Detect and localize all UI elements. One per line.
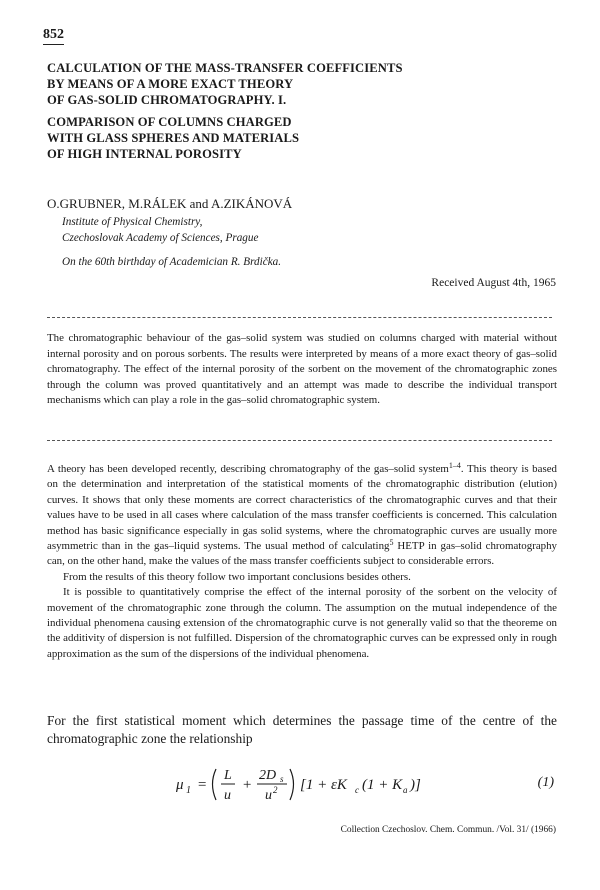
eq-L: L <box>224 768 232 783</box>
subtitle-line-3: OF HIGH INTERNAL POROSITY <box>47 147 242 161</box>
received-date: Received August 4th, 1965 <box>431 277 556 289</box>
subtitle-line-1: COMPARISON OF COLUMNS CHARGED <box>47 115 292 129</box>
affiliation-academy: Czechoslovak Academy of Sciences, Prague <box>62 232 259 244</box>
paragraph-4: For the first statistical moment which determines the passage time of the centre of the chromatographic zone the relationship <box>47 713 557 746</box>
eq-left-paren <box>213 769 217 800</box>
paragraph-3: It is possible to quantitatively comprise the effect of the internal porosity of the sorbent on the velocity of movement of the chromatographic zone through the column. The assumption on the mutual independence of the individual phenomena causing extension of the chromatographic curve is not generally valid so that the theoreme on the additivity of dispersion is not fulfilled. Dispersion of the chromatographic curves can be expressed only in rough approximation as the sum of the dispersions of the individual phenomena. <box>47 586 557 660</box>
authors: O.GRUBNER, M.RÁLEK and A.ZIKÁNOVÁ <box>47 196 293 211</box>
eq-u2: u <box>265 788 272 803</box>
eq-2D: 2D <box>259 768 277 783</box>
dedication: On the 60th birthday of Academician R. Brdička. <box>62 256 282 268</box>
journal-footer: Collection Czechoslov. Chem. Commun. /Vol. 31/ (1966) <box>340 825 556 835</box>
eq-plus: + <box>242 777 253 793</box>
reference-1-4: 1–4 <box>448 461 461 470</box>
eq-u: u <box>224 788 231 803</box>
eq-D-sub: s <box>280 774 284 784</box>
abstract-top-rule <box>47 317 552 318</box>
eq-bracket-mid: (1 + K <box>362 777 403 793</box>
eq-equals: = <box>197 777 208 793</box>
affiliation-institute: Institute of Physical Chemistry, <box>62 216 203 228</box>
title-line-3: OF GAS-SOLID CHROMATOGRAPHY. I. <box>47 93 287 107</box>
page-number: 852 <box>43 27 64 45</box>
eq-u2-sup: 2 <box>273 785 278 795</box>
subtitle-line-2: WITH GLASS SPHERES AND MATERIALS <box>47 131 300 145</box>
equation-number: (1) <box>537 775 554 790</box>
paragraph-1: A theory has been developed recently, describing chromatography of the gas–solid system$^{1-4}$. This theory is based on the determination and interpretation of the statistical moments of the chromatographic distribution (elution) curves. It shows that only these moments are correct characteristics of the chromatographic curves and that their values have to be used in all cases where calculation of the mass transfer coefficients is concerned. This calculation method has basic significance especially in gas solid systems, where the chromatographic curves are usually more asymmetric than in the gas–liquid systems. The usual method of calculating$^5$ HETP in gas–solid chromatography can, on the other hand, make the values of the mass transfer coefficients subject to considerable errors. <box>47 461 557 568</box>
eq-bracket-end: )] <box>410 777 421 793</box>
reference-5: 5 <box>389 538 394 548</box>
eq-mu-sub: 1 <box>186 785 191 796</box>
paragraph-2: From the results of this theory follow two important conclusions besides others. <box>63 570 411 583</box>
equation-1 <box>0 757 600 807</box>
title-line-2: BY MEANS OF A MORE EXACT THEORY <box>47 77 294 91</box>
eq-k-sub: c <box>355 785 359 795</box>
eq-right-paren <box>290 769 294 800</box>
abstract: The chromatographic behaviour of the gas–solid system was studied on columns charged with material without internal porosity and on porous sorbents. The results were interpreted by means of a more exact theory of gas–solid chromatography. The effect of the internal porosity of the sorbent on the movement of the chromatographic zones through the column was proved quantitatively and an attempt was made to describe the individual transport mechanisms which can play a role in the gas–solid chromatographic system. <box>47 332 557 406</box>
eq-mu: μ <box>176 777 184 793</box>
article-title <box>47 60 567 162</box>
eq-bracket-text: [1 + εK <box>300 777 347 793</box>
article-subtitle <box>47 114 567 162</box>
abstract-bottom-rule <box>47 440 552 441</box>
title-line-1: CALCULATION OF THE MASS-TRANSFER COEFFICIENTS <box>47 61 403 75</box>
body-text <box>47 462 557 662</box>
eq-k2-sub: a <box>403 785 408 795</box>
